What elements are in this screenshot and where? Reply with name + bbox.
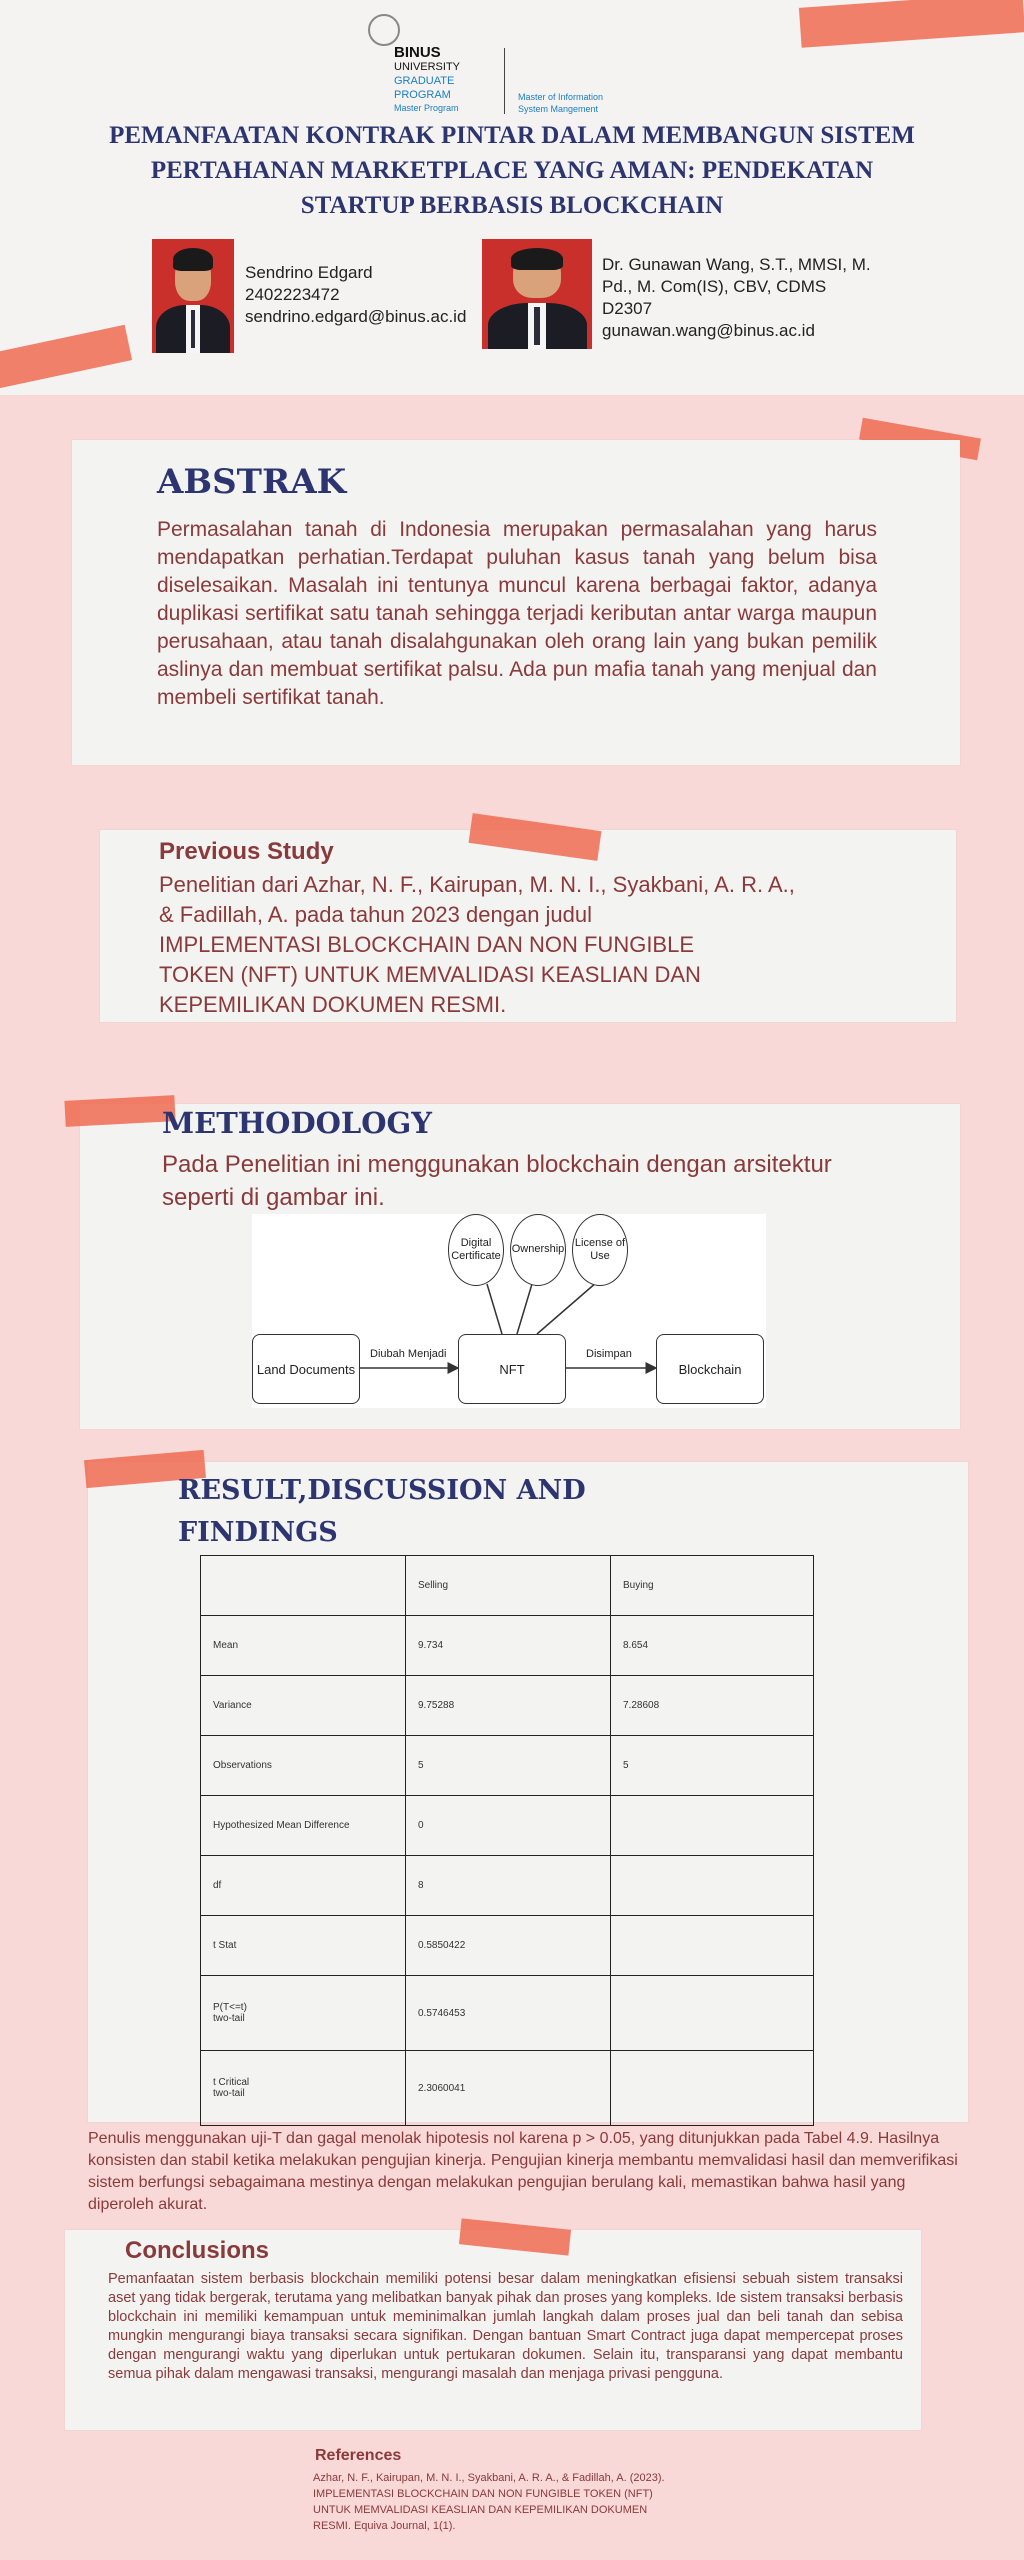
results-heading-line-1: RESULT,DISCUSSION AND (178, 1475, 586, 1506)
arrow-label-disimpan: Disimpan (586, 1348, 632, 1360)
table-cell: Selling (406, 1556, 611, 1616)
author-1-id: 2402223472 (245, 285, 340, 304)
architecture-diagram (252, 1214, 766, 1408)
table-cell: 5 (611, 1736, 814, 1796)
circle-3-line-2: Use (590, 1250, 610, 1262)
results-heading-line-2: FINDINGS (178, 1517, 338, 1548)
table-cell: df (201, 1856, 406, 1916)
table-cell: t Critical two-tail (201, 2051, 406, 2126)
table-cell: Mean (201, 1616, 406, 1676)
table-row (201, 1736, 814, 1796)
table-cell: 0.5850422 (406, 1916, 611, 1976)
table-cell (611, 2051, 814, 2126)
logo-divider (504, 48, 505, 114)
previous-study-body (159, 870, 795, 1020)
circle-1-line-2: Certificate (451, 1250, 501, 1262)
diagram-box-nft: NFT (458, 1334, 566, 1404)
author-2-name-line1: Dr. Gunawan Wang, S.T., MMSI, M. (602, 255, 871, 274)
reference-line-4: RESMI. Equiva Journal, 1(1). (313, 2520, 456, 2532)
author-2 (602, 254, 871, 342)
previous-study-line-1: Penelitian dari Azhar, N. F., Kairupan, M. N. I., Syakbani, A. R. A., (159, 872, 795, 897)
logo-line2: UNIVERSITY (394, 61, 461, 73)
title-line-3: STARTUP BERBASIS BLOCKCHAIN (300, 192, 724, 219)
table-cell (611, 1916, 814, 1976)
previous-study-line-5: KEPEMILIKAN DOKUMEN RESMI. (159, 992, 507, 1017)
methodology-line-2: seperti di gambar ini. (162, 1184, 385, 1211)
table-cell: Buying (611, 1556, 814, 1616)
table-cell: 9.75288 (406, 1676, 611, 1736)
table-cell: 2.3060041 (406, 2051, 611, 2126)
author-1-name: Sendrino Edgard (245, 263, 373, 282)
methodology-line-1: Pada Penelitian ini menggunakan blockchain dengan arsitektur (162, 1151, 832, 1178)
table-cell (201, 1556, 406, 1616)
results-heading (178, 1470, 586, 1554)
circle-2-line-1: Ownership (511, 1243, 565, 1256)
table-cell: t Stat (201, 1916, 406, 1976)
methodology-body (162, 1148, 832, 1214)
poster-title (40, 118, 984, 223)
table-cell (611, 1856, 814, 1916)
table-cell: Hypothesized Mean Difference (201, 1796, 406, 1856)
reference-line-1: Azhar, N. F., Kairupan, M. N. I., Syakbani, A. R. A., & Fadillah, A. (2023). (313, 2472, 665, 2484)
logo-line4: PROGRAM (394, 89, 451, 101)
author-2-email[interactable]: gunawan.wang@binus.ac.id (602, 321, 815, 340)
table-cell (611, 1796, 814, 1856)
table-row (201, 1856, 814, 1916)
author-photo-1 (152, 239, 234, 353)
circle-1-line-1: Digital (460, 1236, 492, 1249)
table-cell: 0 (406, 1796, 611, 1856)
diagram-box-land-documents: Land Documents (252, 1334, 360, 1404)
references-heading: References (315, 2447, 402, 2464)
diagram-circle-license (572, 1214, 628, 1286)
previous-study-line-3: IMPLEMENTASI BLOCKCHAIN DAN NON FUNGIBLE (159, 932, 695, 957)
table-row (201, 1556, 814, 1616)
table-row (201, 1916, 814, 1976)
logo-line3: GRADUATE (394, 75, 455, 87)
author-1-email[interactable]: sendrino.edgard@binus.ac.id (245, 307, 467, 326)
title-line-2: PERTAHANAN MARKETPLACE YANG AMAN: PENDEKATAN (150, 157, 874, 184)
references-body (313, 2470, 665, 2534)
reference-line-2: IMPLEMENTASI BLOCKCHAIN DAN NON FUNGIBLE TOKEN (NFT) (313, 2488, 653, 2500)
table-cell: 7.28608 (611, 1676, 814, 1736)
table-cell: 8 (406, 1856, 611, 1916)
table-cell: 0.5746453 (406, 1976, 611, 2051)
binus-logo (368, 14, 668, 118)
reference-line-3: UNTUK MEMVALIDASI KEASLIAN DAN KEPEMILIKAN DOKUMEN (313, 2504, 648, 2516)
logo-line1: BINUS (394, 44, 441, 61)
table-cell (611, 1976, 814, 2051)
abstract-heading: ABSTRAK (157, 462, 347, 502)
table-row (201, 1676, 814, 1736)
globe-icon (368, 14, 400, 46)
logo-line5: Master Program (394, 103, 459, 113)
author-2-id: D2307 (602, 299, 653, 318)
line-license-nft (537, 1282, 597, 1334)
title-line-1: PEMANFAATAN KONTRAK PINTAR DALAM MEMBANGUN SISTEM (109, 122, 915, 149)
arrow-label-diubah: Diubah Menjadi (370, 1348, 447, 1360)
table-cell: 9.734 (406, 1616, 611, 1676)
program-line1: Master of Information (518, 92, 604, 102)
program-line2: System Mangement (518, 104, 599, 114)
circle-3-line-1: License of (574, 1236, 626, 1249)
previous-study-line-4: TOKEN (NFT) UNTUK MEMVALIDASI KEASLIAN DAN (159, 962, 701, 987)
line-certificate-nft (487, 1284, 502, 1334)
previous-study-line-2: & Fadillah, A. pada tahun 2023 dengan judul (159, 902, 593, 927)
abstract-body: Permasalahan tanah di Indonesia merupakan permasalahan yang harus mendapatkan perhatian.Terdapat puluhan kasus tanah yang belum bisa diselesaikan. Masalah ini tentunya muncul karena berbagai faktor, adanya duplikasi sertifikat satu tanah sehingga terjadi keributan antar warga maupun perusahaan, atau tanah disalahgunakan oleh orang lain yang bukan pemilik aslinya dan membuat sertifikat palsu. Ada pun mafia tanah yang menjual dan membeli sertifikat tanah. (157, 518, 877, 709)
table-row (201, 2051, 814, 2126)
table-cell: 5 (406, 1736, 611, 1796)
author-1 (245, 262, 466, 328)
conclusions-body: Pemanfaatan sistem berbasis blockchain memiliki potensi besar dalam meningkatkan efisiensi sebuah sistem transaksi aset yang tidak bergerak, terutama yang melibatkan banyak pihak dan proses yang kompleks. Ide sistem transaksi berbasis blockchain ini memiliki kemampuan untuk meminimalkan jumlah langkah dalam proses jual dan beli tanah dan sebisa mungkin mengurangi biaya transaksi secara signifikan. Dengan bantuan Smart Contract juga dapat mempercepat proses dengan mengurangi waktu yang diperlukan untuk pertukaran dokumen. Selain itu, transparansi yang dapat membantu semua pihak dalam mengawasi transaksi, mengurangi masalah dan menjaga privasi pengguna. (108, 2271, 903, 2382)
table-cell: P(T<=t) two-tail (201, 1976, 406, 2051)
table-cell: 8.654 (611, 1616, 814, 1676)
table-cell: Observations (201, 1736, 406, 1796)
previous-study-heading: Previous Study (159, 838, 334, 865)
results-table (200, 1555, 814, 2126)
author-photo-2 (482, 239, 592, 349)
line-ownership-nft (517, 1284, 532, 1334)
table-row (201, 1616, 814, 1676)
diagram-circle-ownership (510, 1214, 566, 1286)
table-cell: Variance (201, 1676, 406, 1736)
table-row (201, 1796, 814, 1856)
methodology-heading: METHODOLOGY (162, 1106, 432, 1140)
results-caption: Penulis menggunakan uji-T dan gagal menolak hipotesis nol karena p > 0.05, yang ditunjukkan pada Tabel 4.9. Hasilnya konsisten dan stabil ketika melakukan pengujian kinerja. Pengujian kinerja membantu memvalidasi hasil dan memverifikasi sistem berfungsi sebagaimana mestinya dengan melakukan pengujian berulang kali, memastikan bahwa hasil yang diperoleh akurat. (88, 2130, 958, 2213)
table-row (201, 1976, 814, 2051)
diagram-circle-digital-certificate (448, 1214, 504, 1286)
conclusions-heading: Conclusions (125, 2237, 270, 2264)
diagram-box-blockchain: Blockchain (656, 1334, 764, 1404)
author-2-name-line2: Pd., M. Com(IS), CBV, CDMS (602, 277, 827, 296)
